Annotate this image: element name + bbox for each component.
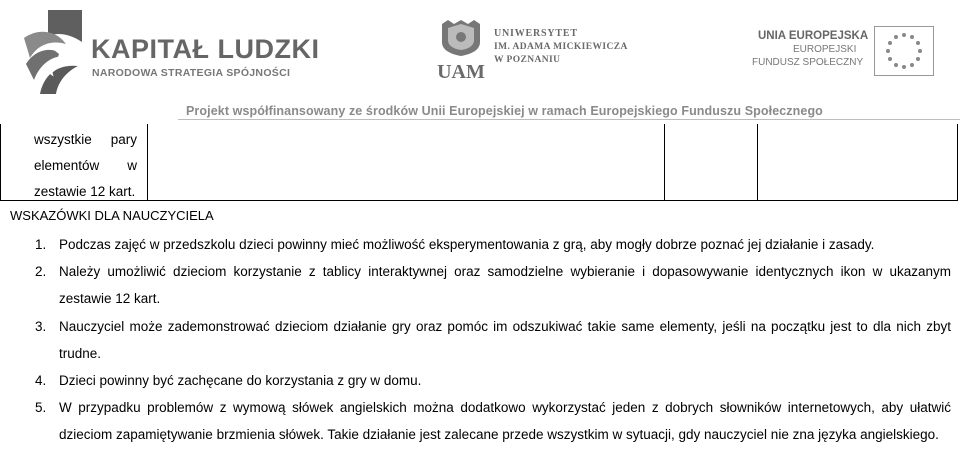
eu-name-line1: UNIA EUROPEJSKA bbox=[758, 30, 869, 42]
uam-crest-icon bbox=[432, 20, 490, 82]
list-item-number: 2. bbox=[35, 264, 47, 279]
eu-flag-icon bbox=[874, 26, 934, 76]
list-item bbox=[35, 231, 951, 258]
list-item bbox=[35, 394, 951, 448]
table-border-right bbox=[957, 124, 958, 200]
list-item-text-continued: trudne. bbox=[59, 346, 102, 361]
list-item-text: Podczas zajęć w przedszkolu dzieci powinny mieć możliwość eksperymentowania z grą, aby mogły dobrze poznać jej działanie i zasady. bbox=[59, 237, 875, 252]
list-item-text: Nauczyciel może zademonstrować dzieciom działanie gry oraz pomóc im odszukiwać takie same elementy, jeśli na początku jest to dla nich zbyt bbox=[59, 319, 951, 334]
list-item-number: 3. bbox=[35, 319, 47, 334]
table-cell-line: wszystkie pary bbox=[34, 132, 137, 147]
list-item bbox=[35, 313, 951, 367]
list-item-number: 4. bbox=[35, 373, 47, 388]
hints-heading: WSKAZÓWKI DLA NAUCZYCIELA bbox=[10, 208, 214, 223]
table-cell-line: zestawie 12 kart. bbox=[34, 184, 136, 199]
uam-logo-text: UAM bbox=[437, 61, 485, 82]
list-item bbox=[35, 258, 951, 312]
kapital-ludzki-subtitle: NARODOWA STRATEGIA SPÓJNOŚCI bbox=[92, 67, 291, 79]
uam-name-line2: IM. ADAMA MICKIEWICZA bbox=[494, 42, 628, 52]
eu-name-line2: EUROPEJSKI bbox=[793, 44, 857, 55]
table-fragment bbox=[0, 124, 958, 201]
uam-name-line3: W POZNANIU bbox=[494, 55, 561, 65]
kapital-ludzki-logo-icon bbox=[22, 8, 84, 94]
list-item-text: Należy umożliwić dzieciom korzystanie z tablicy interaktywnej oraz samodzielne wybieranie i dopasowywanie identycznych ikon w ukazanym bbox=[59, 264, 951, 279]
list-item-number: 5. bbox=[35, 400, 47, 415]
kapital-ludzki-title: KAPITAŁ LUDZKI bbox=[91, 34, 320, 64]
cofinance-note: Projekt współfinansowany ze środków Unii Europejskiej w ramach Europejskiego Funduszu Społecznego bbox=[186, 104, 823, 118]
list-item-text: W przypadku problemów z wymową słówek angielskich można dodatkowo wykorzystać jeden z dobrych słowników internetowych, aby ułatwić bbox=[59, 400, 951, 415]
table-border-left bbox=[0, 124, 1, 200]
list-item-text-continued: zestawie 12 kart. bbox=[59, 291, 161, 306]
list-item-number: 1. bbox=[35, 237, 47, 252]
list-item-text-continued: dzieciom zapamiętywanie brzmienia słówek. Takie działanie jest zalecane przede wszystkim w sytuacji, gdy nauczyciel nie zna języka angielskiego. bbox=[59, 427, 939, 442]
table-cell bbox=[34, 127, 137, 205]
eu-name-line3: FUNDUSZ SPOŁECZNY bbox=[752, 57, 864, 68]
table-column-divider bbox=[757, 124, 758, 200]
table-cell-line: elementów w bbox=[34, 158, 137, 173]
list-item-text: Dzieci powinny być zachęcane do korzystania z gry w domu. bbox=[59, 373, 422, 388]
list-item bbox=[35, 367, 951, 394]
uam-name-line1: UNIWERSYTET bbox=[494, 28, 578, 39]
table-column-divider bbox=[664, 124, 665, 200]
header-divider bbox=[178, 119, 960, 120]
table-column-divider bbox=[147, 124, 148, 200]
